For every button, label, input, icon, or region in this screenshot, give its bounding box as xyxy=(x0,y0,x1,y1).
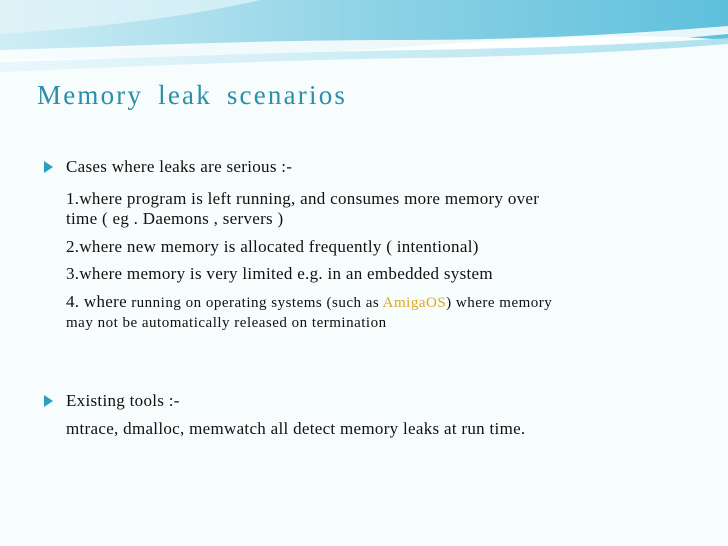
header-wave-decoration xyxy=(0,0,728,90)
bullet-marker-icon xyxy=(44,395,53,407)
item-4-suffix: ) where memory xyxy=(446,295,553,311)
list-line-continuation: may not be automatically released on termination xyxy=(66,315,387,331)
item-4-prefix: 4. where xyxy=(66,292,127,311)
amigaos-link[interactable]: AmigaOS xyxy=(382,295,447,311)
list-line: 3.where memory is very limited e.g. in an embedded system xyxy=(66,264,493,283)
list-line: 1.where program is left running, and consumes more memory over xyxy=(66,189,540,208)
list-line: 2.where new memory is allocated frequently ( intentional) xyxy=(66,237,479,256)
bullet-marker-icon xyxy=(44,161,53,173)
item-4-middle: running on operating systems (such as xyxy=(126,295,383,311)
list-line-item-4 xyxy=(66,291,552,314)
slide-title: Memory leak scenarios xyxy=(37,80,348,110)
list-line: time ( eg . Daemons , servers ) xyxy=(66,209,284,228)
list-line: mtrace, dmalloc, memwatch all detect memory leaks at run time. xyxy=(66,419,526,438)
bullet-heading: Existing tools :- xyxy=(66,391,180,410)
bullet-heading: Cases where leaks are serious :- xyxy=(66,157,293,176)
